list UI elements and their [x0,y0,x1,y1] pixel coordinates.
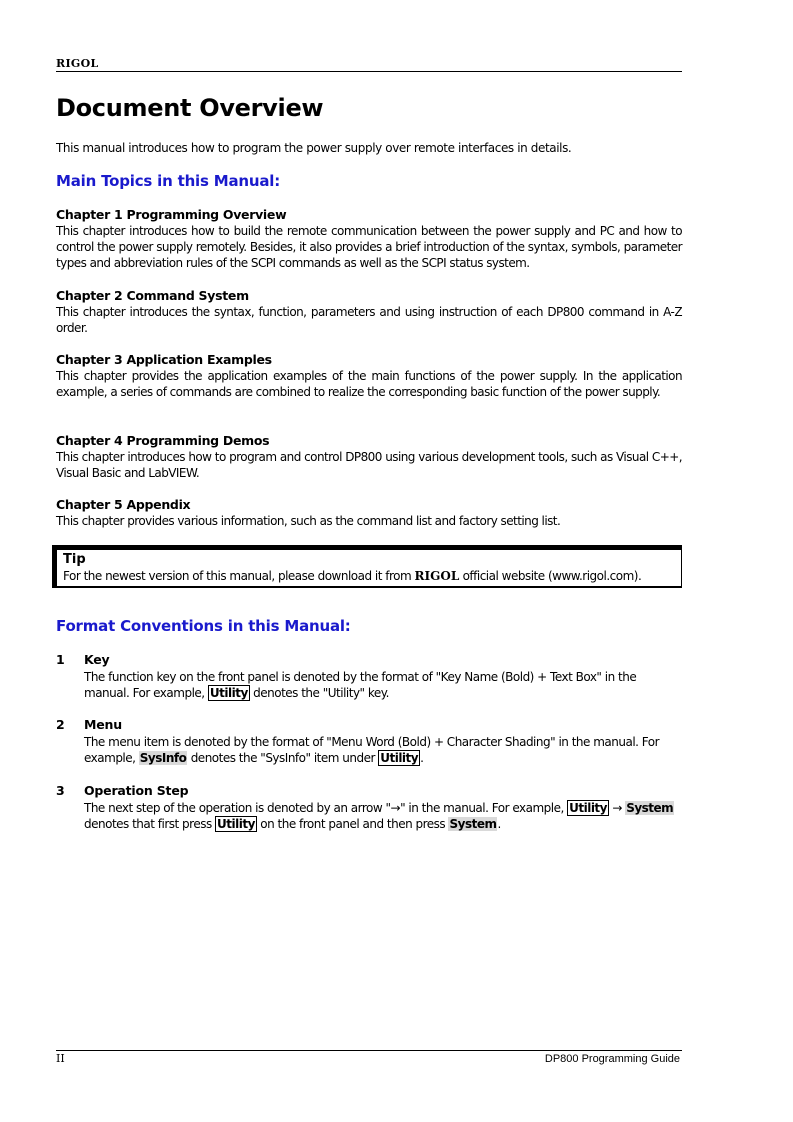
chapter-description: This chapter provides various information, such as the command list and factory setting list. [56,514,561,528]
footer-rule [56,1050,682,1051]
key-example: Utility [380,751,419,765]
convention-number: 1 [56,652,65,667]
convention-item [56,783,682,833]
convention-text: The function key on the front panel is denoted by the format of "Key Name (Bold) + Text Box" in the manual. For example, [84,669,637,700]
convention-text: denotes the "Utility" key. [249,686,389,700]
chapter-item [56,207,682,271]
chapter-description: This chapter introduces how to program and control DP800 using various development tools, such as Visual C++, Visual Basic and LabVIEW. [56,450,682,480]
footer-guide-title: DP800 Programming Guide [544,1053,680,1065]
convention-text: . [497,817,501,831]
convention-text: on the front panel and then press [256,817,449,831]
tip-title: Tip [63,552,86,567]
menu-example: SysInfo [139,751,187,765]
arrow-symbol: → [609,800,626,815]
convention-title: Operation Step [84,783,189,798]
header-rule [56,71,682,72]
chapter-title: Chapter 2 Command System [56,288,249,303]
chapter-item [56,288,682,336]
convention-number: 2 [56,717,65,732]
key-example: Utility [209,686,248,700]
convention-title: Menu [84,717,122,732]
convention-text: denotes the "SysInfo" item under [187,751,379,765]
page-title: Document Overview [56,94,324,122]
convention-text: The menu item is denoted by the format of "Menu Word (Bold) + Character Shading" in the manual. For example, [84,734,660,765]
key-example: Utility [217,817,255,831]
convention-item [56,652,682,702]
convention-item [56,717,682,767]
chapter-title: Chapter 4 Programming Demos [56,433,270,448]
chapter-title: Chapter 3 Application Examples [56,352,272,367]
chapter-description: This chapter introduces the syntax, function, parameters and using instruction of each DP800 command in A-Z order. [56,305,682,335]
convention-description [84,800,682,833]
chapter-title: Chapter 1 Programming Overview [56,207,287,222]
tip-text-after: official website (www.rigol.com). [459,569,642,583]
header-brand: RIGOL [56,57,99,70]
page-number: II [56,1052,65,1065]
convention-description [84,669,682,702]
convention-text: . [420,751,424,765]
chapter-item [56,352,682,400]
chapter-description: This chapter introduces how to build the remote communication between the power supply and PC and how to control the power supply remotely. Besides, it also provides a brief introduction of the syntax, symbols, parameter types and abbreviation rules of the SCPI commands as well as the SCPI status system. [56,224,682,270]
chapter-item [56,497,682,529]
chapter-description: This chapter provides the application examples of the main functions of the power supply. In the application example, a series of commands are combined to realize the corresponding basic function of the power supply. [56,369,682,399]
convention-title: Key [84,652,110,667]
convention-number: 3 [56,783,65,798]
tip-text-before: For the newest version of this manual, please download it from [63,569,415,583]
menu-example: System [449,817,497,831]
tip-brand: RIGOL [414,569,460,583]
chapter-title: Chapter 5 Appendix [56,497,191,512]
format-heading: Format Conventions in this Manual: [56,617,351,635]
convention-text: The next step of the operation is denoted by an arrow "→" in the manual. For example, [84,800,568,815]
menu-example: System [626,800,674,815]
convention-description [84,734,682,767]
topics-heading: Main Topics in this Manual: [56,172,281,190]
chapter-item [56,433,682,481]
tip-text [63,569,641,583]
intro-text: This manual introduces how to program the power supply over remote interfaces in details. [56,141,572,155]
tip-box [52,545,682,588]
key-example: Utility [569,800,607,815]
convention-text: denotes that first press [84,817,216,831]
